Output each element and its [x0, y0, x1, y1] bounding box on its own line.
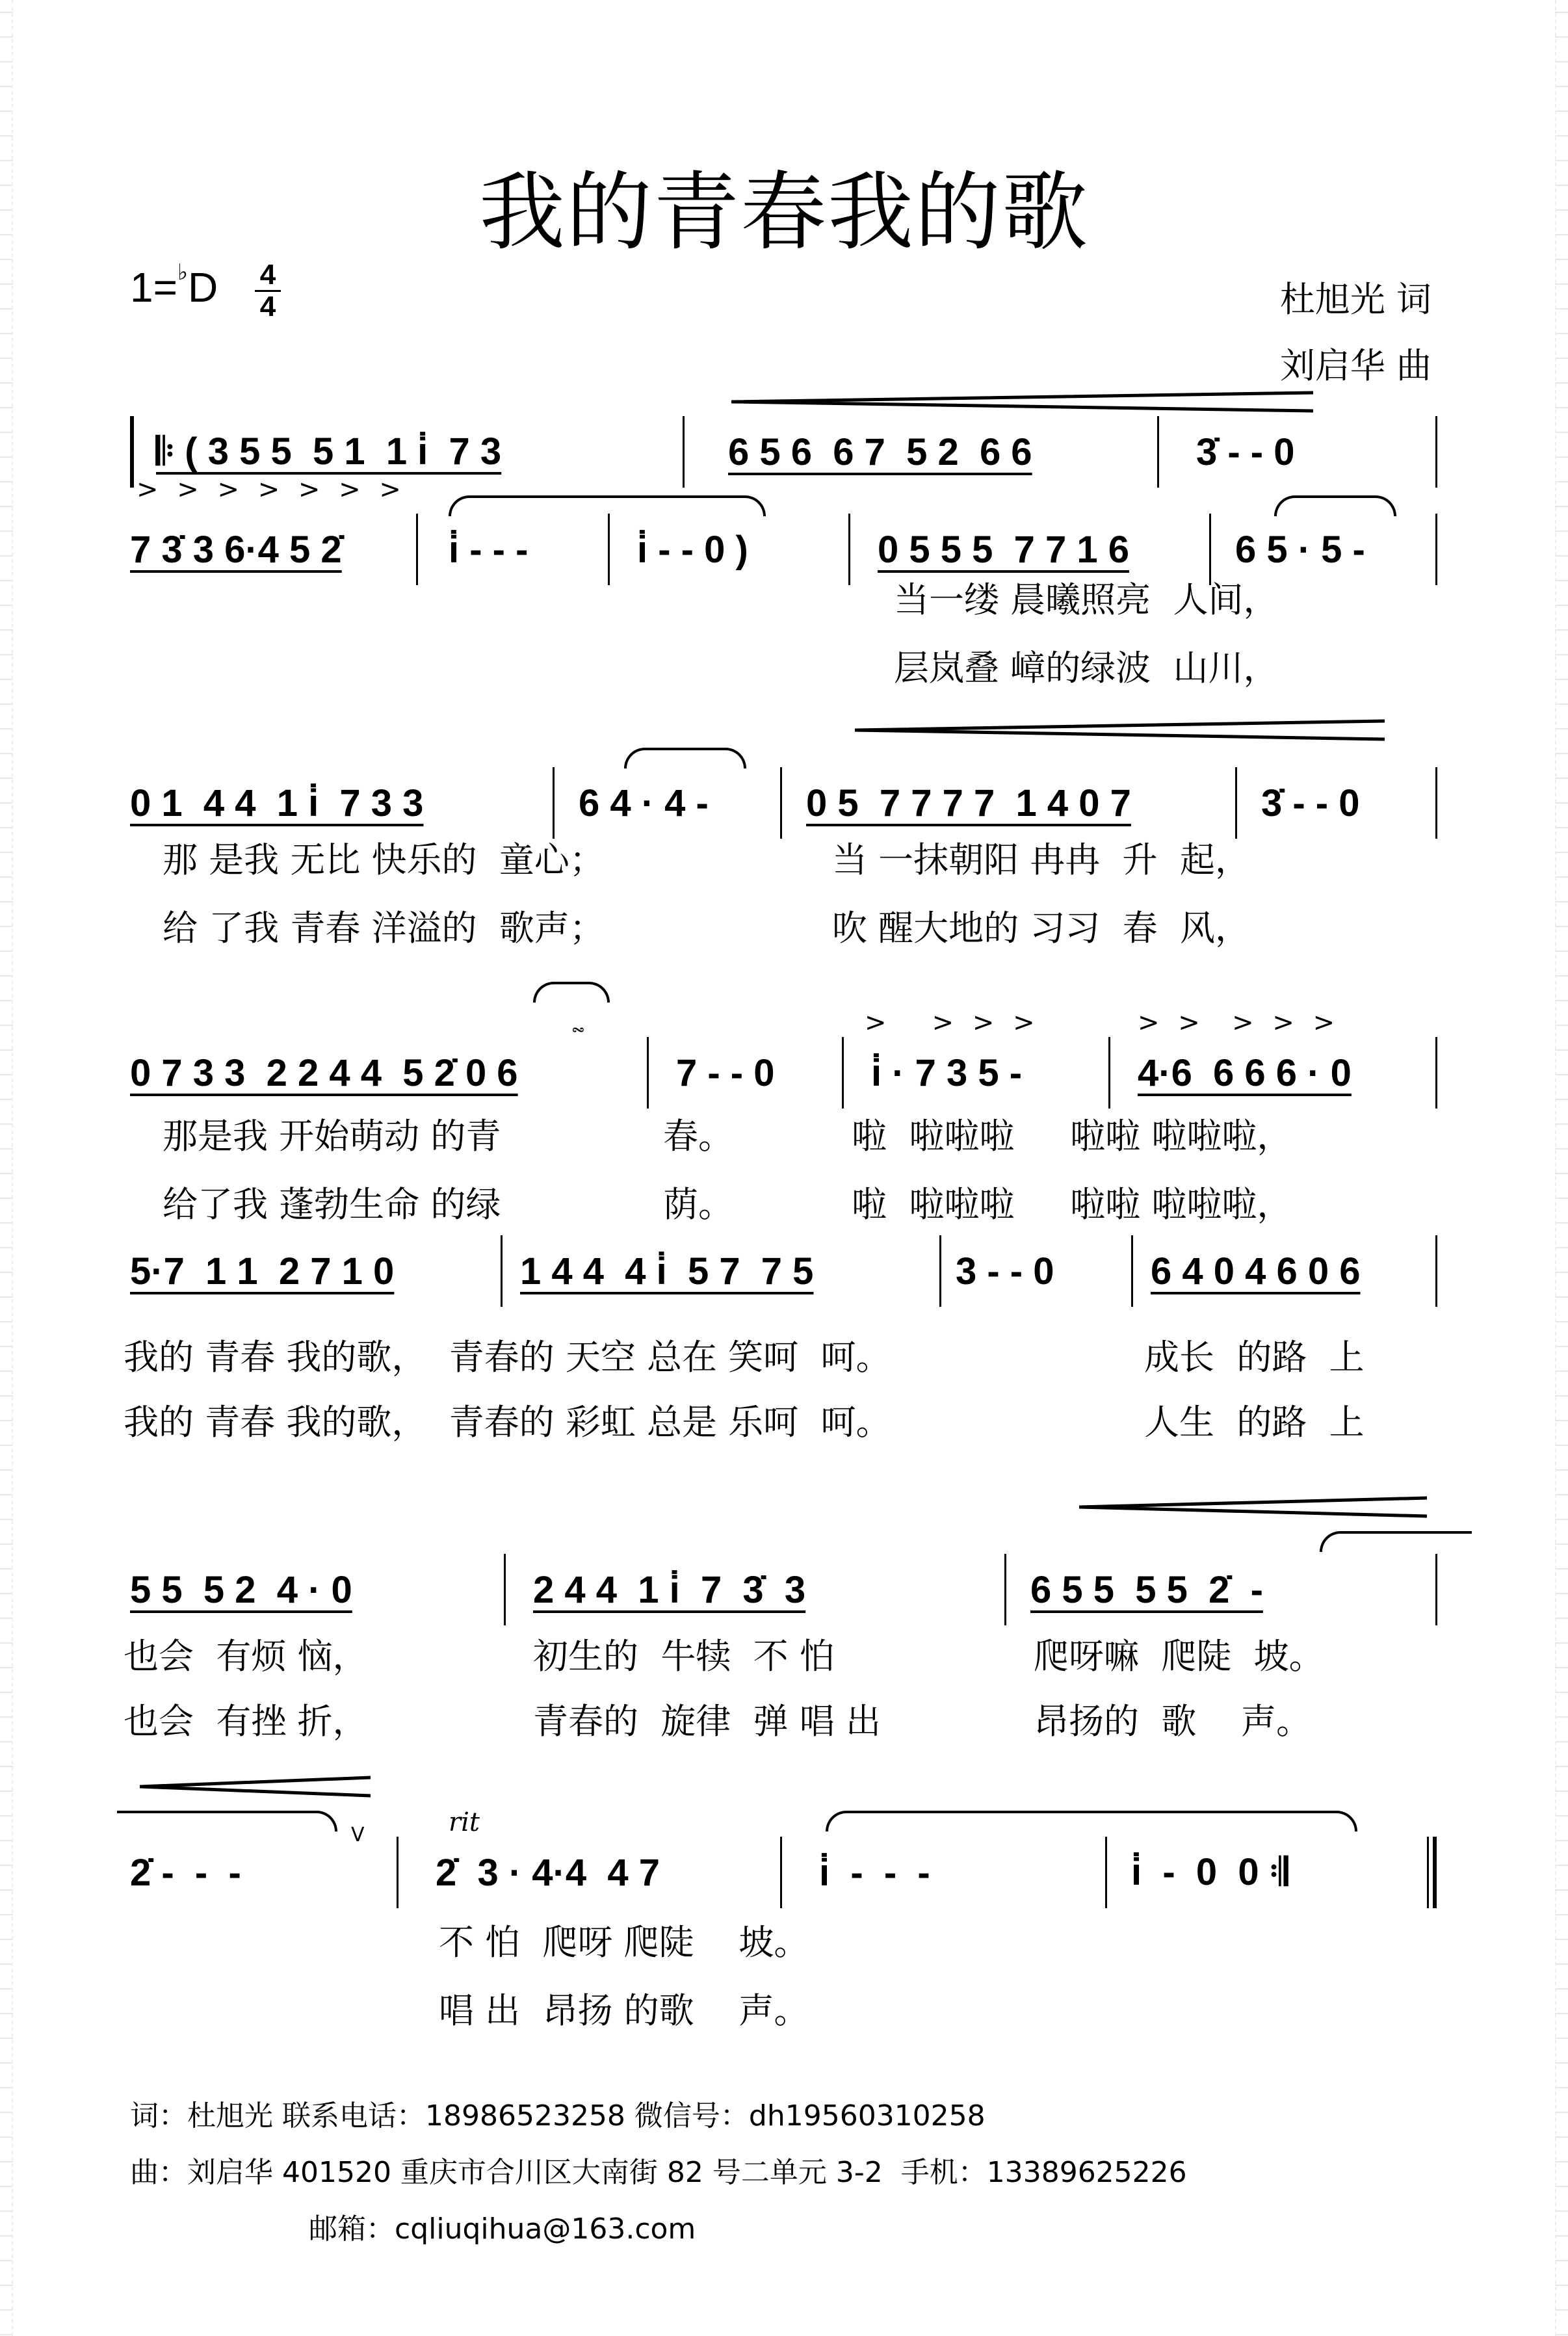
time-signature — [255, 260, 281, 322]
measure: 6 4 · 4 - — [579, 781, 709, 824]
lyric-verse-2-right: 人生 的路 上 — [1144, 1402, 1365, 1443]
composer-credit: 刘启华 曲 — [1279, 345, 1431, 386]
measure: 6 5 · 5 - — [1235, 528, 1365, 571]
repeat-end-barline-thick — [1433, 1837, 1437, 1908]
measure: 6 5 5 5 5 2̇ - — [1030, 1568, 1263, 1611]
barline — [1108, 1037, 1110, 1109]
lyric-verse-2-right: 啦 啦啦啦 啦啦 啦啦啦， — [852, 1184, 1292, 1225]
footer-lyricist-contact: 词：杜旭光 联系电话：18986523258 微信号：dh19560310258 — [130, 2099, 986, 2133]
measure: 0 1 4 4 1 i̇ 7 3 3 — [130, 781, 424, 824]
measure: i̇ - - - — [449, 528, 529, 571]
lyric-verse-2-right: 昂扬的 歌 声。 — [1034, 1701, 1311, 1742]
measure: 5·7 1 1 2 7 1 0 — [130, 1250, 395, 1293]
barline — [780, 767, 782, 839]
measure: i̇ - - - — [819, 1851, 930, 1894]
notes-line — [130, 767, 1438, 839]
barline — [842, 1037, 844, 1109]
barline — [553, 767, 555, 839]
system-3 — [130, 709, 1438, 949]
lyric-verse-1: 我的 青春 我的歌， 青春的 天空 总在 笑呵 呵。 — [124, 1337, 891, 1378]
measure: 2 4 4 1 i̇ 7 3̇ 3 — [533, 1568, 806, 1611]
lyric-verse-2: 层岚叠 嶂的绿波 山川， — [894, 648, 1279, 689]
lyric-verse-1: 那 是我 无比 快乐的 童心； — [163, 839, 605, 880]
measure: 2̇ - - - — [130, 1851, 241, 1894]
system-7 — [130, 1775, 1438, 2035]
tempo-mark: rit — [449, 1807, 480, 1837]
tie-icon — [1320, 1531, 1472, 1552]
lyric-verse-1-mid: 春。 — [663, 1116, 733, 1157]
barline — [504, 1554, 506, 1625]
tie-icon — [624, 748, 746, 768]
barline — [939, 1235, 941, 1307]
lyric-verse-1-right: 成长 的路 上 — [1144, 1337, 1365, 1378]
barline — [1131, 1235, 1133, 1307]
decrescendo-hairpin-icon — [855, 718, 1388, 744]
decrescendo-hairpin-icon — [140, 1775, 374, 1801]
left-margin-watermark — [0, 0, 13, 2336]
lyric-verse-1-right: 当 一抹朝阳 冉冉 升 起， — [832, 839, 1250, 880]
lyric-verse-2: 唱 出 昂扬 的歌 声。 — [439, 1990, 809, 2031]
measure: i̇ · 7 3 5 - — [871, 1051, 1023, 1094]
barline — [501, 1235, 503, 1307]
flat-icon: ♭ — [177, 260, 189, 285]
lyric-verse-2: 我的 青春 我的歌， 青春的 彩虹 总是 乐呵 呵。 — [124, 1402, 891, 1443]
right-margin-watermark — [1555, 0, 1568, 2336]
key-prefix: 1= — [130, 264, 177, 311]
lyric-verse-2-right: 吹 醒大地的 习习 春 风， — [832, 908, 1250, 949]
barline — [1105, 1837, 1107, 1908]
song-title: 我的青春我的歌 — [479, 163, 1089, 263]
measure: 3̇ - - 0 — [1196, 430, 1295, 473]
barline — [397, 1837, 399, 1908]
lyric-verse-2: 也会 有挫 折， — [124, 1701, 368, 1742]
measure: 7 3̇ 3 6·4 5 2̇ — [130, 528, 342, 571]
barline — [416, 514, 418, 585]
accent-marks: > > > > — [865, 1008, 1040, 1038]
lyricist-credit: 杜旭光 词 — [1279, 279, 1431, 320]
mordent-icon: 𝆗 — [572, 1014, 584, 1040]
notes-line — [130, 1554, 1438, 1625]
lyric-verse-2: 给 了我 青春 洋溢的 歌声； — [163, 908, 605, 949]
measure: 5 5 5 2 4 · 0 — [130, 1568, 352, 1611]
lyric-verse-1-right: 啦 啦啦啦 啦啦 啦啦啦， — [852, 1116, 1292, 1157]
measure: i̇ - 0 0 𝄇 — [1131, 1851, 1288, 1893]
barline — [1435, 1235, 1437, 1307]
repeat-end-barline — [1427, 1837, 1429, 1908]
measure: 3 - - 0 — [956, 1250, 1054, 1293]
measure: 7 - - 0 — [676, 1051, 775, 1094]
barline — [1235, 767, 1237, 839]
measure: 2̇ 3 · 4·4 4 7 — [436, 1851, 660, 1894]
system-5 — [124, 1235, 1438, 1456]
barline — [1435, 1554, 1437, 1625]
lyric-verse-2-mid: 荫。 — [663, 1184, 733, 1225]
lyric-verse-1-mid: 初生的 牛犊 不 怕 — [533, 1636, 835, 1677]
measure: 6 4 0 4 6 0 6 — [1151, 1250, 1361, 1293]
measure: i̇ - - 0 ) — [637, 528, 748, 571]
notes-line — [130, 1837, 1438, 1908]
measure: 𝄆 ( 3 5 5 5 1 1 i̇ 7 3 — [156, 430, 502, 473]
footer-composer-contact: 曲：刘启华 401520 重庆市合川区大南街 82 号二单元 3-2 手机：13389625226 — [130, 2156, 1187, 2189]
accent-marks: > > > > > > > — [137, 475, 406, 505]
system-6 — [124, 1482, 1438, 1742]
measure: 0 7 3 3 2 2 4 4 5 2̇ 0 6 — [130, 1051, 518, 1094]
key-signature — [130, 260, 218, 311]
breath-mark-icon: V — [351, 1824, 365, 1846]
crescendo-hairpin-icon — [731, 390, 1316, 416]
lyric-verse-1: 那是我 开始萌动 的青 — [163, 1116, 501, 1157]
system-2 — [130, 475, 1438, 696]
measure: 0 5 5 5 7 7 1 6 — [878, 528, 1129, 571]
lyric-verse-2: 给了我 蓬勃生命 的绿 — [163, 1184, 501, 1225]
barline — [1435, 1037, 1437, 1109]
lyric-verse-1: 也会 有烦 恼， — [124, 1636, 368, 1677]
barline — [1435, 767, 1437, 839]
measure: 4·6 6 6 6 · 0 — [1138, 1051, 1352, 1094]
lyric-verse-2-mid: 青春的 旋律 弹 唱 出 — [533, 1701, 881, 1742]
measure: 0 5 7 7 7 7 1 4 0 7 — [806, 781, 1131, 824]
tie-icon — [826, 1811, 1357, 1831]
measure: 1 4 4 4 i̇ 5 7 7 5 — [520, 1250, 814, 1293]
notes-line — [130, 1235, 1438, 1307]
barline — [608, 514, 610, 585]
tie-icon — [117, 1811, 337, 1831]
accent-marks: > > > > > — [1138, 1008, 1340, 1038]
lyric-verse-1: 当一缕 晨曦照亮 人间， — [894, 579, 1279, 620]
barline — [848, 514, 850, 585]
decrescendo-hairpin-icon — [1079, 1495, 1430, 1521]
lyric-verse-1: 不 怕 爬呀 爬陡 坡。 — [439, 1922, 809, 1963]
time-denominator: 4 — [259, 291, 276, 322]
system-4 — [130, 969, 1438, 1225]
barline — [780, 1837, 782, 1908]
key-tonic: D — [188, 264, 218, 311]
barline — [1435, 514, 1437, 585]
barline — [1004, 1554, 1006, 1625]
lyric-verse-1-right: 爬呀嘛 爬陡 坡。 — [1034, 1636, 1324, 1677]
measure: 6 5 6 6 7 5 2 6 6 — [728, 430, 1032, 473]
measure: 3̇ - - 0 — [1261, 781, 1360, 824]
time-numerator: 4 — [255, 260, 281, 292]
notes-line — [130, 1037, 1438, 1109]
footer-email: 邮箱：cqliuqihua@163.com — [309, 2212, 696, 2246]
barline — [647, 1037, 649, 1109]
tie-icon — [533, 982, 610, 1003]
